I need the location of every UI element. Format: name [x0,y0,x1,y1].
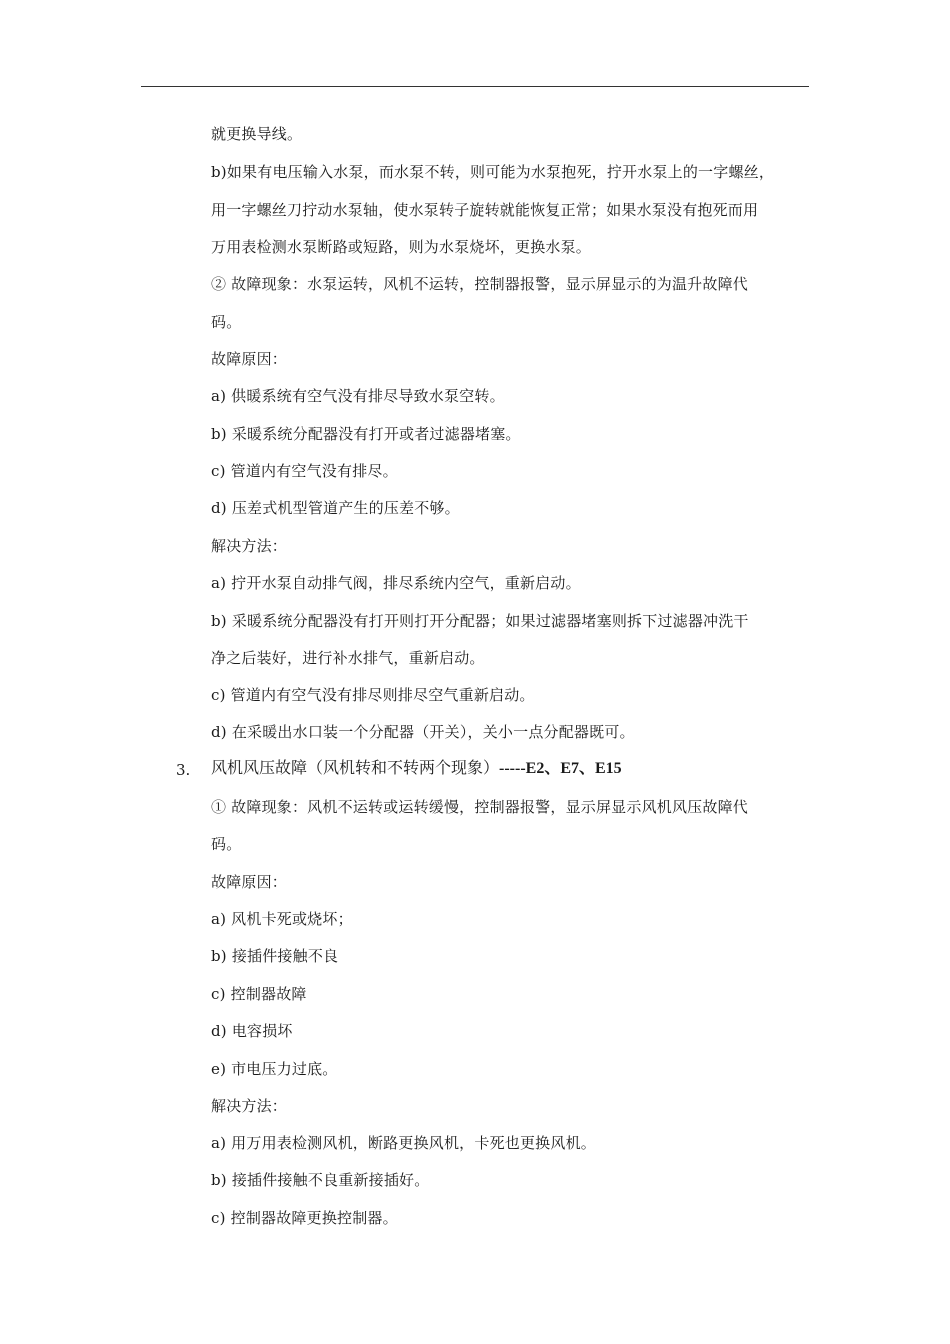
text-line: 码。 [211,835,242,853]
text-line: b) 采暖系统分配器没有打开或者过滤器堵塞。 [211,425,521,443]
text-line: b)如果有电压输入水泵，而水泵不转，则可能为水泵抱死，拧开水泵上的一字螺丝， [211,163,775,181]
text-line: ① 故障现象：风机不运转或运转缓慢，控制器报警，显示屏显示风机风压故障代 [211,798,748,816]
text-line: 万用表检测水泵断路或短路，则为水泵烧坏，更换水泵。 [211,238,592,256]
text-line: 故障原因： [211,350,288,368]
text-line: 解决方法： [211,537,288,555]
section-heading [211,757,622,780]
text-line: a) 风机卡死或烧坏； [211,910,353,928]
text-line: 解决方法： [211,1097,288,1115]
text-line: 用一字螺丝刀拧动水泵轴，使水泵转子旋转就能恢复正常；如果水泵没有抱死而用 [211,201,759,219]
text-line: e) 市电压力过底。 [211,1060,338,1078]
section-number: 3. [176,761,191,779]
text-line: b) 接插件接触不良重新接插好。 [211,1171,430,1189]
header-rule [141,86,809,87]
text-line: d) 电容损坏 [211,1022,293,1040]
text-line: d) 在采暖出水口装一个分配器（开关），关小一点分配器既可。 [211,723,635,741]
section-title: 风机风压故障（风机转和不转两个现象） [211,758,500,777]
section-codes: -----E2、E7、E15 [499,760,622,777]
text-line: a) 用万用表检测风机，断路更换风机，卡死也更换风机。 [211,1134,596,1152]
text-line: b) 采暖系统分配器没有打开则打开分配器；如果过滤器堵塞则拆下过滤器冲洗干 [211,612,749,630]
text-line: c) 管道内有空气没有排尽。 [211,462,398,480]
text-line: d) 压差式机型管道产生的压差不够。 [211,499,460,517]
text-line: 码。 [211,313,242,331]
text-line: c) 管道内有空气没有排尽则排尽空气重新启动。 [211,686,535,704]
text-line: ② 故障现象：水泵运转，风机不运转，控制器报警，显示屏显示的为温升故障代 [211,275,748,293]
text-line: b) 接插件接触不良 [211,947,339,965]
text-line: 净之后装好，进行补水排气，重新启动。 [211,649,485,667]
text-line: 就更换导线。 [211,125,303,143]
text-line: a) 拧开水泵自动排气阀，排尽系统内空气，重新启动。 [211,574,581,592]
text-line: 故障原因： [211,873,288,891]
text-line: c) 控制器故障更换控制器。 [211,1209,398,1227]
text-line: c) 控制器故障 [211,985,307,1003]
text-line: a) 供暖系统有空气没有排尽导致水泵空转。 [211,387,505,405]
